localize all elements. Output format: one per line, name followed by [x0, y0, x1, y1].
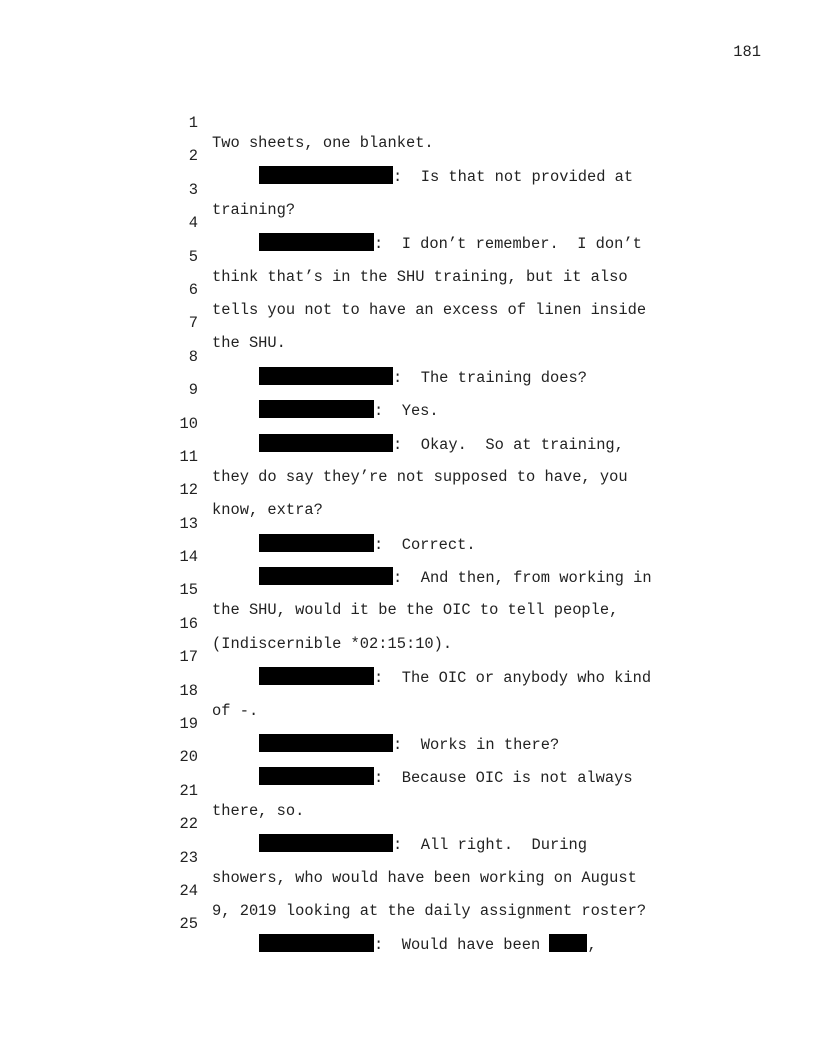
line-number: 4: [188, 214, 198, 233]
transcript-line: [0, 761, 816, 820]
line-number: 20: [179, 748, 198, 767]
transcript-line: [0, 861, 816, 920]
transcript-line: [0, 460, 816, 520]
transcript-line: [0, 627, 816, 688]
line-text-tail: ,: [587, 936, 597, 955]
line-number: 6: [188, 280, 198, 299]
line-text: Two sheets, one blanket.: [212, 134, 434, 152]
line-number: 18: [179, 681, 198, 700]
line-text: the SHU, would it be the OIC to tell people,: [212, 601, 619, 620]
line-number: 25: [179, 915, 198, 934]
line-text: : Is that not provided at: [393, 168, 634, 187]
line-number: 2: [188, 147, 198, 166]
transcript-line: [0, 327, 816, 387]
transcript-line: [0, 727, 816, 788]
line-text: there, so.: [212, 801, 305, 820]
line-number: 5: [188, 247, 198, 266]
line-number: 19: [179, 715, 198, 734]
transcript-line: [0, 661, 816, 720]
line-text: 9, 2019 looking at the daily assignment roster?: [212, 901, 647, 920]
line-text: : The training does?: [393, 368, 587, 387]
transcript-line: [0, 494, 816, 554]
line-text: : Would have been: [374, 936, 550, 955]
line-text: tells you not to have an excess of linen inside: [212, 300, 647, 319]
line-text: know, extra?: [212, 501, 323, 520]
line-text: : Correct.: [374, 535, 476, 554]
transcript-line: [0, 193, 816, 254]
line-text: the SHU.: [212, 334, 286, 353]
page-number: 181: [733, 43, 761, 61]
line-text: (Indiscernible *02:15:10).: [212, 634, 453, 653]
transcript-line: [0, 126, 816, 187]
transcript-line: [0, 394, 816, 454]
line-number: 10: [179, 414, 198, 433]
line-number: 14: [179, 548, 198, 567]
line-number: 8: [188, 347, 198, 366]
line-text: : Okay. So at training,: [393, 435, 624, 454]
transcript-line: [0, 427, 816, 486]
line-text: showers, who would have been working on August: [212, 868, 637, 887]
transcript-line: [0, 894, 816, 955]
line-number: 9: [188, 381, 198, 400]
line-number: 3: [188, 180, 198, 199]
line-text: : Because OIC is not always: [374, 769, 633, 788]
line-number: 16: [179, 614, 198, 633]
line-text: think that’s in the SHU training, but it also: [212, 267, 628, 286]
line-number: 22: [179, 815, 198, 834]
transcript-line: [0, 360, 816, 421]
line-text: : And then, from working in: [393, 569, 652, 588]
line-number: 1: [188, 114, 198, 132]
transcript-line: [0, 293, 816, 353]
line-text: : Yes.: [374, 402, 439, 421]
line-number: 21: [179, 781, 198, 800]
transcript-line: [0, 794, 816, 855]
transcript-line: [0, 560, 816, 620]
line-number: 17: [179, 648, 198, 667]
line-text: they do say they’re not supposed to have, you: [212, 467, 628, 486]
line-number: 7: [188, 314, 198, 333]
line-text: : I don’t remember. I don’t: [374, 235, 642, 254]
line-text: : Works in there?: [393, 736, 560, 755]
transcript-line: [0, 93, 816, 152]
transcript-line: [0, 260, 816, 319]
line-number: 15: [179, 581, 198, 600]
transcript-body: [0, 93, 816, 955]
line-number: 23: [179, 848, 198, 867]
line-number: 24: [179, 881, 198, 900]
transcript-line: [0, 828, 816, 887]
line-text: : The OIC or anybody who kind: [374, 669, 652, 688]
transcript-line: [0, 227, 816, 286]
transcript-line: [0, 527, 816, 588]
line-text: of -.: [212, 701, 259, 720]
transcript-line: [0, 594, 816, 653]
line-number: 11: [179, 447, 198, 466]
line-number: 13: [179, 514, 198, 533]
redacted-name: [549, 934, 587, 952]
line-text: : All right. During: [393, 836, 587, 855]
transcript-line: [0, 694, 816, 755]
line-number: 12: [179, 481, 198, 500]
transcript-line: [0, 160, 816, 219]
line-text: training?: [212, 200, 296, 219]
redacted-speaker-name: [259, 934, 374, 952]
